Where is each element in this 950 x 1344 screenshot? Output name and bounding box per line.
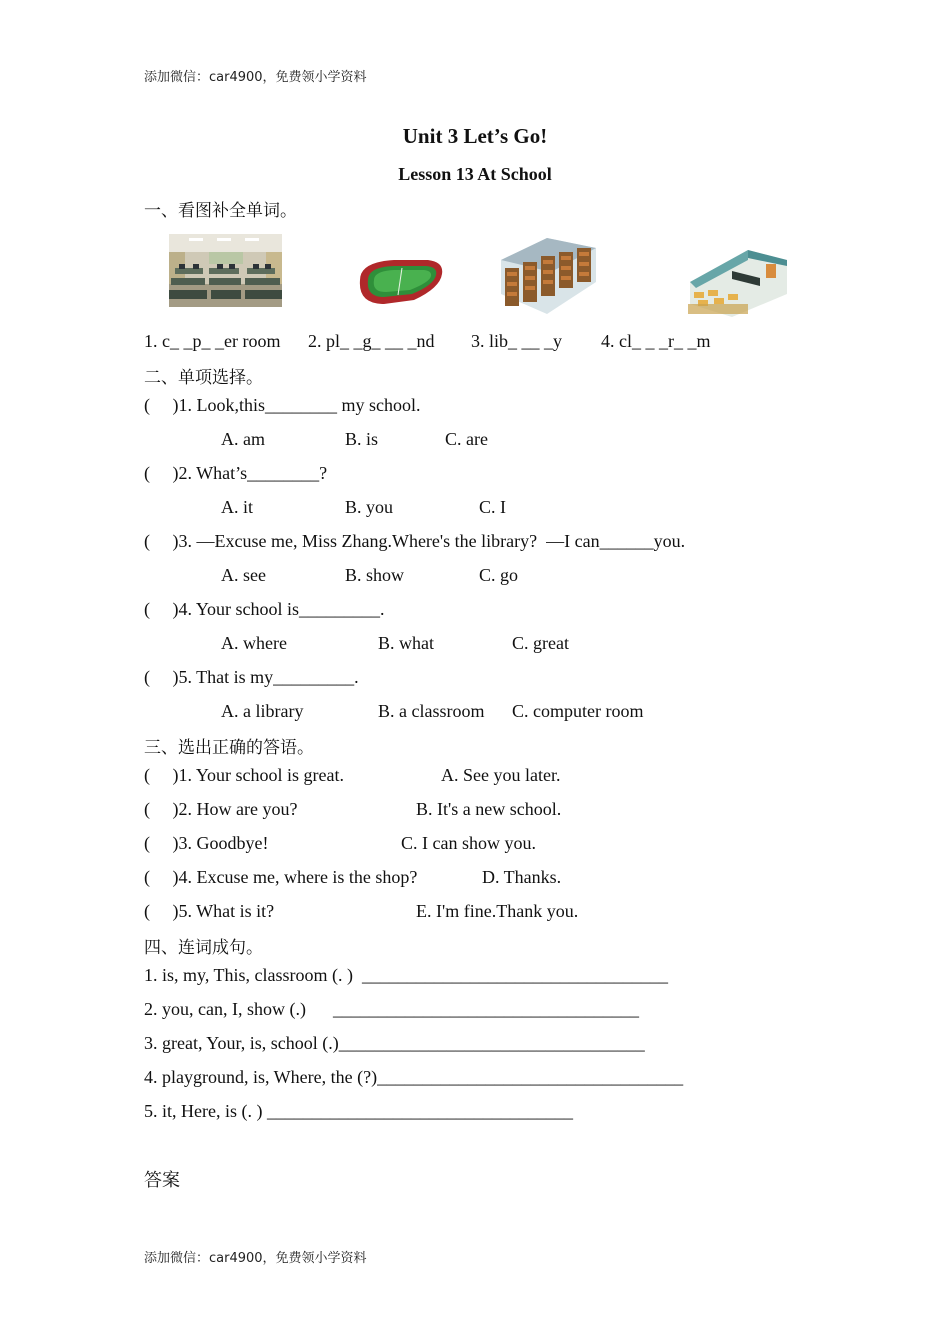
match-question-4: ( )4. Excuse me, where is the shop? [144, 867, 418, 887]
mc-option-1c: C. are [445, 429, 488, 449]
mc-option-3c: C. go [479, 565, 519, 585]
sentence-item-3: 3. great, Your, is, school (.)__________________________________ [144, 1033, 645, 1053]
match-answer-d: D. Thanks. [482, 867, 562, 887]
match-question-5: ( )5. What is it? [144, 901, 275, 921]
page-title: Unit 3 Let’s Go! [402, 124, 548, 148]
match-question-1: ( )1. Your school is great. [144, 765, 344, 785]
word-blank-4: 4. cl_ _ _r_ _m [601, 331, 711, 351]
part3-heading: 三、选出正确的答语。 [144, 738, 314, 758]
match-question-2: ( )2. How are you? [144, 799, 298, 819]
mc-option-5a: A. a library [221, 701, 304, 721]
mc-option-5c: C. computer room [512, 701, 644, 721]
word-blank-2: 2. pl_ _g_ __ _nd [308, 331, 435, 351]
match-answer-a: A. See you later. [441, 765, 561, 785]
mc-option-3b: B. show [345, 565, 405, 585]
mc-option-3a: A. see [221, 565, 266, 585]
word-blank-1: 1. c_ _p_ _er room [144, 331, 281, 351]
page-subtitle: Lesson 13 At School [398, 164, 552, 184]
page-footer: 添加微信：car4900，免费领小学资料 [144, 1251, 367, 1266]
mc-option-2a: A. it [221, 497, 254, 517]
match-answer-b: B. It's a new school. [416, 799, 562, 819]
classroom-model-picture [688, 242, 787, 317]
sentence-item-2: 2. you, can, I, show (.) __________________________________ [144, 999, 639, 1019]
sentence-item-1: 1. is, my, This, classroom (. ) __________________________________ [144, 965, 668, 985]
mc-option-4a: A. where [221, 633, 287, 653]
sentence-item-4: 4. playground, is, Where, the (?)__________________________________ [144, 1067, 684, 1087]
mc-option-4b: B. what [378, 633, 434, 653]
match-answer-c: C. I can show you. [401, 833, 536, 853]
part1-heading: 一、看图补全单词。 [144, 201, 297, 221]
mc-option-1a: A. am [221, 429, 265, 449]
mc-option-2b: B. you [345, 497, 394, 517]
mc-option-5b: B. a classroom [378, 701, 485, 721]
mc-option-4c: C. great [512, 633, 569, 653]
page-header: 添加微信：car4900，免费领小学资料 [144, 70, 367, 85]
mc-question-3: ( )3. —Excuse me, Miss Zhang.Where's the library? —I can______you. [144, 531, 686, 551]
sentence-item-5: 5. it, Here, is (. ) __________________________________ [144, 1101, 573, 1121]
match-answer-e: E. I'm fine.Thank you. [416, 901, 579, 921]
playground-track-picture [354, 254, 446, 306]
library-bookshelves-picture [501, 238, 596, 314]
answer-heading: 答案 [144, 1170, 180, 1191]
word-blank-3: 3. lib_ __ _y [471, 331, 563, 351]
mc-question-4: ( )4. Your school is_________. [144, 599, 385, 619]
match-question-3: ( )3. Goodbye! [144, 833, 269, 853]
mc-option-2c: C. I [479, 497, 506, 517]
mc-option-1b: B. is [345, 429, 379, 449]
mc-question-5: ( )5. That is my_________. [144, 667, 359, 687]
part4-heading: 四、连词成句。 [144, 938, 263, 958]
computer-room-photo [169, 234, 282, 307]
mc-question-2: ( )2. What’s________? [144, 463, 328, 483]
mc-question-1: ( )1. Look,this________ my school. [144, 395, 421, 415]
part2-heading: 二、单项选择。 [144, 368, 263, 388]
